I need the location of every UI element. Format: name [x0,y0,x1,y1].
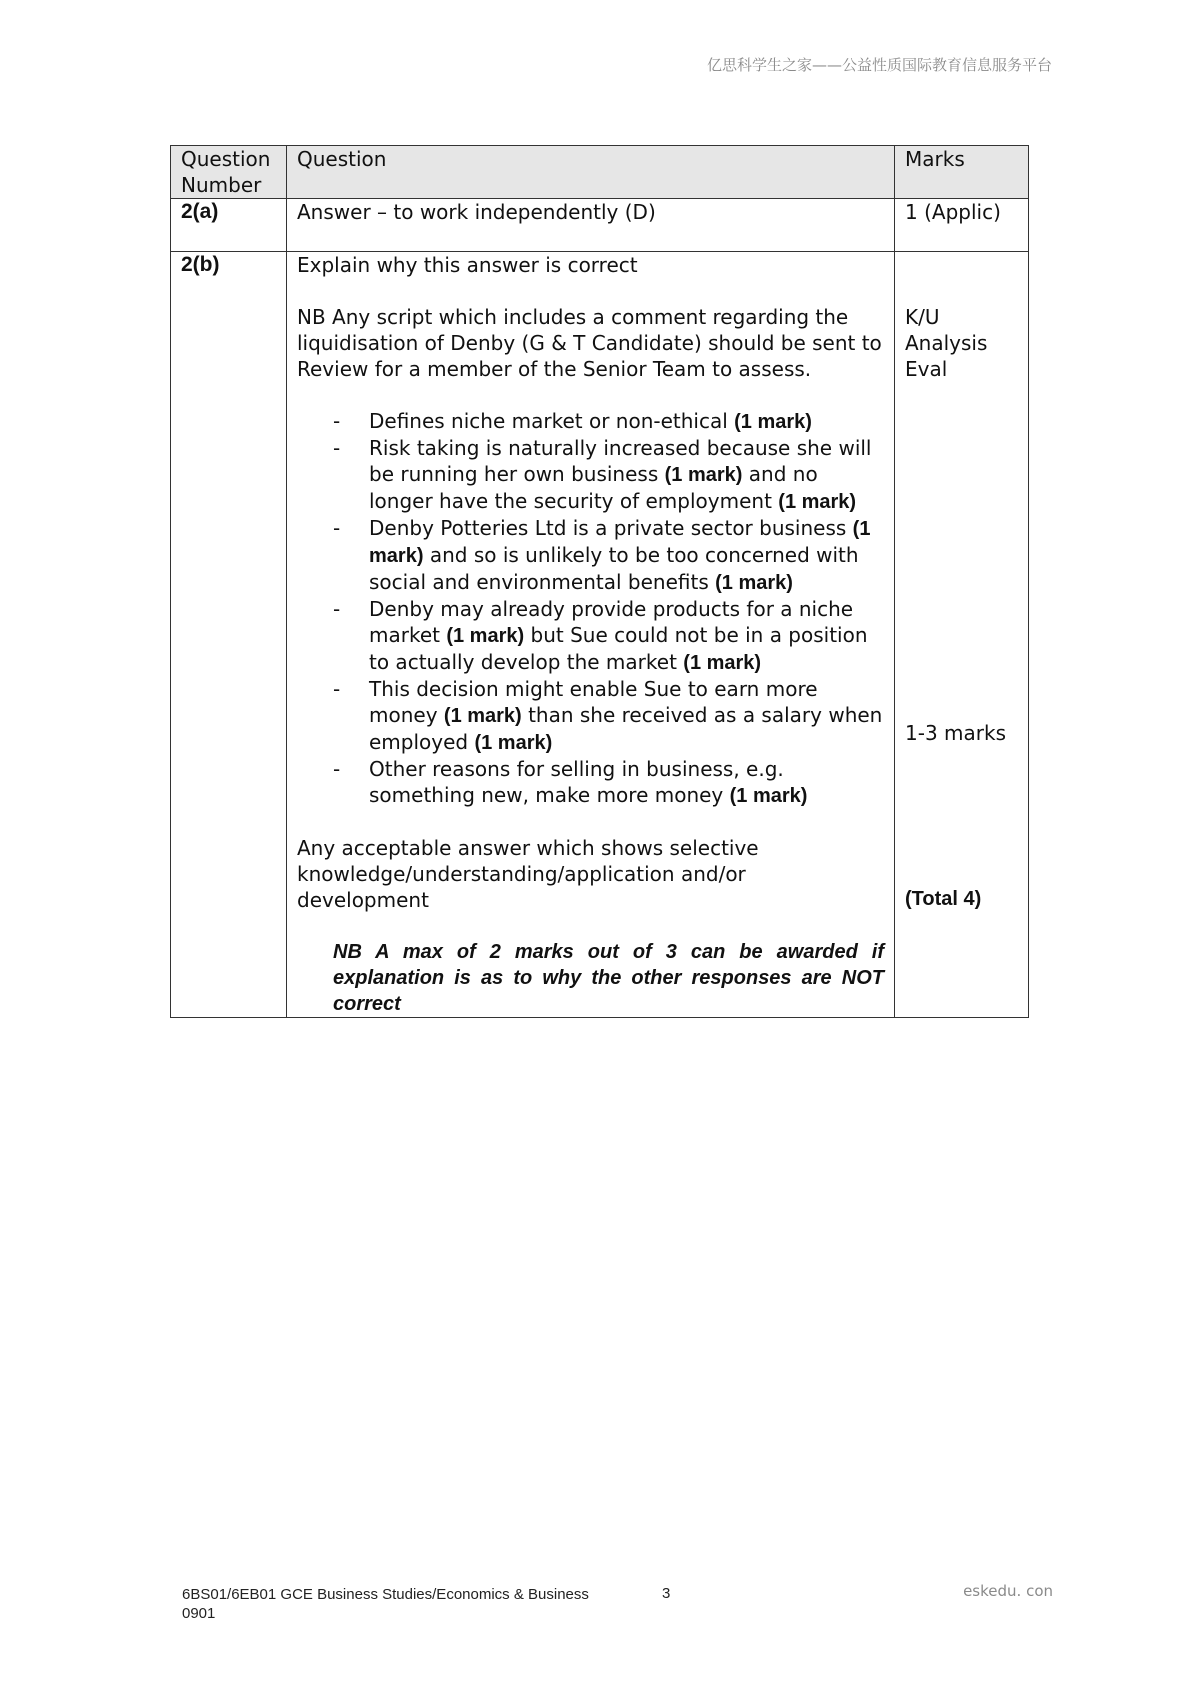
page-number: 3 [662,1585,671,1602]
question-number: 2(b) [171,252,287,1018]
acceptable-answer-note: Any acceptable answer which shows selective knowledge/understanding/application and/or development [297,836,759,912]
mark-scheme-table [170,145,1029,1018]
marking-points-list [297,408,884,809]
header-marks: Marks [895,146,1029,199]
nb-review-note: NB Any script which includes a comment regarding the liquidisation of Denby (G & T Candidate) should be sent to Review for a member of the Senior Team to assess. [297,305,882,381]
table-row [171,252,1029,1018]
total-marks: (Total 4) [905,888,982,910]
table-row [171,199,1029,252]
question-intro: Explain why this answer is correct [297,253,638,277]
footer-watermark: eskedu. con [963,1582,1053,1600]
list-item: - This decision might enable Sue to earn more money (1 mark) than she received as a salary when employed (1 mark) [333,676,884,756]
marks-range: 1-3 marks [905,721,1006,745]
list-item: - Denby Potteries Ltd is a private sector business (1 mark) and so is unlikely to be too concerned with social and environmental benefits (1 mark) [333,515,884,596]
nb-max-marks-note: NB A max of 2 marks out of 3 can be awarded if explanation is as to why the other responses are NOT correct [333,941,884,1015]
question-body [287,252,895,1018]
list-item: - Denby may already provide products for a niche market (1 mark) but Sue could not be in a position to actually develop the market (1 mark) [333,596,884,676]
list-item: - Defines niche market or non-ethical (1 mark) [333,408,884,435]
list-item: - Risk taking is naturally increased because she will be running her own business (1 mark) and no longer have the security of employment (1 mark) [333,435,884,515]
marks-label-ku: K/U [905,305,940,329]
question-number: 2(a) [171,199,287,252]
marks-cell: 1 (Applic) [895,199,1029,252]
marks-cell [895,252,1029,1018]
header-question: Question [287,146,895,199]
footer-document-code: 6BS01/6EB01 GCE Business Studies/Economics & Business 0901 [182,1586,589,1622]
table-header-row [171,146,1029,199]
list-item: - Other reasons for selling in business, e.g. something new, make more money (1 mark) [333,756,884,809]
marks-label-eval: Eval [905,357,948,381]
header-question-number: Question Number [171,146,287,199]
answer-text: Answer – to work independently (D) [287,199,895,252]
watermark-header: 亿思科学生之家——公益性质国际教育信息服务平台 [706,56,1052,74]
marks-label-analysis: Analysis [905,331,988,355]
